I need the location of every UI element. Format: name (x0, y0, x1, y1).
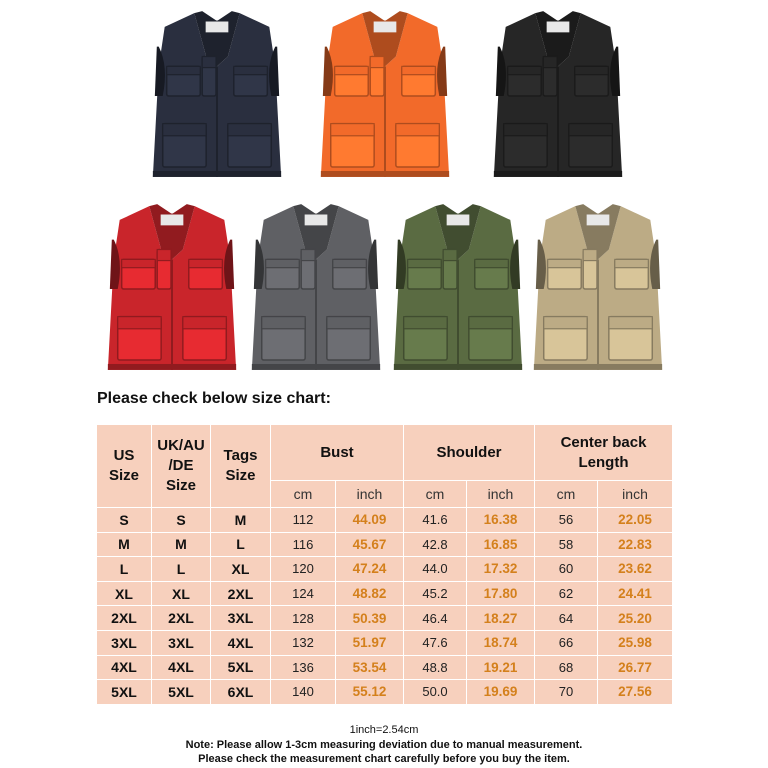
cell-cb-in: 22.05 (598, 508, 673, 533)
cell-cb-cm: 58 (535, 532, 598, 557)
cell-bust-in: 53.54 (336, 655, 404, 680)
cell-bust-cm: 136 (271, 655, 336, 680)
cell-cb-in: 23.62 (598, 557, 673, 582)
vest-image-gray (242, 200, 390, 378)
conversion-note: 1inch=2.54cm (349, 724, 419, 736)
cell-us: 5XL (97, 680, 152, 705)
cell-uk: 3XL (152, 630, 211, 655)
cell-uk: S (152, 508, 211, 533)
size-row (97, 581, 673, 606)
cell-cb-cm: 70 (535, 680, 598, 705)
cell-tag: 5XL (211, 655, 271, 680)
cell-cb-in: 26.77 (598, 655, 673, 680)
cell-sh-in: 16.85 (467, 532, 535, 557)
vest-image-orange (311, 6, 459, 186)
check-note: Please check the measurement chart carefully before you buy the item. (198, 753, 570, 765)
cell-cb-in: 27.56 (598, 680, 673, 705)
cell-sh-in: 19.69 (467, 680, 535, 705)
cell-bust-cm: 140 (271, 680, 336, 705)
unit-shoulder-inch: inch (467, 481, 535, 508)
cell-sh-cm: 45.2 (404, 581, 467, 606)
header-center-back: Center back Length (535, 425, 673, 481)
cell-uk: 5XL (152, 680, 211, 705)
size-chart-heading: Please check below size chart: (97, 390, 331, 407)
unit-center-back-cm: cm (535, 481, 598, 508)
vest-image-red (98, 200, 246, 378)
cell-uk: L (152, 557, 211, 582)
cell-bust-in: 51.97 (336, 630, 404, 655)
cell-tag: 4XL (211, 630, 271, 655)
cell-sh-cm: 41.6 (404, 508, 467, 533)
cell-uk: 4XL (152, 655, 211, 680)
unit-bust-inch: inch (336, 481, 404, 508)
vest-image-navy (143, 6, 291, 186)
header-us-size: US Size (97, 425, 152, 508)
cell-us: 3XL (97, 630, 152, 655)
cell-us: 4XL (97, 655, 152, 680)
cell-cb-cm: 64 (535, 606, 598, 631)
cell-sh-in: 17.32 (467, 557, 535, 582)
cell-bust-cm: 112 (271, 508, 336, 533)
header-row (97, 425, 673, 481)
cell-sh-in: 18.74 (467, 630, 535, 655)
cell-sh-in: 18.27 (467, 606, 535, 631)
cell-uk: 2XL (152, 606, 211, 631)
size-row (97, 606, 673, 631)
vest-image-khaki (524, 200, 672, 378)
size-row (97, 655, 673, 680)
cell-sh-cm: 48.8 (404, 655, 467, 680)
cell-tag: L (211, 532, 271, 557)
size-row (97, 680, 673, 705)
cell-bust-cm: 128 (271, 606, 336, 631)
cell-us: 2XL (97, 606, 152, 631)
vest-image-black (484, 6, 632, 186)
unit-bust-cm: cm (271, 481, 336, 508)
cell-sh-cm: 50.0 (404, 680, 467, 705)
cell-cb-cm: 62 (535, 581, 598, 606)
cell-sh-in: 16.38 (467, 508, 535, 533)
cell-tag: XL (211, 557, 271, 582)
size-row (97, 630, 673, 655)
vest-image-army-green (384, 200, 532, 378)
cell-bust-in: 55.12 (336, 680, 404, 705)
unit-center-back-inch: inch (598, 481, 673, 508)
cell-cb-cm: 56 (535, 508, 598, 533)
size-row (97, 532, 673, 557)
cell-bust-cm: 120 (271, 557, 336, 582)
cell-cb-in: 25.20 (598, 606, 673, 631)
cell-uk: M (152, 532, 211, 557)
cell-sh-in: 19.21 (467, 655, 535, 680)
cell-cb-cm: 68 (535, 655, 598, 680)
cell-bust-in: 48.82 (336, 581, 404, 606)
cell-bust-cm: 132 (271, 630, 336, 655)
cell-sh-in: 17.80 (467, 581, 535, 606)
cell-sh-cm: 47.6 (404, 630, 467, 655)
cell-us: XL (97, 581, 152, 606)
cell-us: S (97, 508, 152, 533)
cell-tag: 3XL (211, 606, 271, 631)
cell-tag: M (211, 508, 271, 533)
cell-bust-in: 47.24 (336, 557, 404, 582)
cell-cb-in: 22.83 (598, 532, 673, 557)
cell-bust-cm: 124 (271, 581, 336, 606)
cell-bust-in: 44.09 (336, 508, 404, 533)
header-uk-size: UK/AU /DE Size (152, 425, 211, 508)
cell-bust-in: 50.39 (336, 606, 404, 631)
cell-us: L (97, 557, 152, 582)
header-shoulder: Shoulder (404, 425, 535, 481)
cell-sh-cm: 42.8 (404, 532, 467, 557)
cell-tag: 6XL (211, 680, 271, 705)
cell-sh-cm: 44.0 (404, 557, 467, 582)
header-tags-size: Tags Size (211, 425, 271, 508)
size-chart-table (96, 424, 673, 705)
cell-uk: XL (152, 581, 211, 606)
cell-bust-cm: 116 (271, 532, 336, 557)
cell-tag: 2XL (211, 581, 271, 606)
size-row (97, 508, 673, 533)
cell-cb-cm: 60 (535, 557, 598, 582)
cell-us: M (97, 532, 152, 557)
deviation-note: Note: Please allow 1-3cm measuring deviation due to manual measurement. (185, 739, 583, 751)
cell-cb-in: 25.98 (598, 630, 673, 655)
cell-cb-in: 24.41 (598, 581, 673, 606)
cell-cb-cm: 66 (535, 630, 598, 655)
cell-bust-in: 45.67 (336, 532, 404, 557)
unit-shoulder-cm: cm (404, 481, 467, 508)
size-row (97, 557, 673, 582)
header-bust: Bust (271, 425, 404, 481)
cell-sh-cm: 46.4 (404, 606, 467, 631)
